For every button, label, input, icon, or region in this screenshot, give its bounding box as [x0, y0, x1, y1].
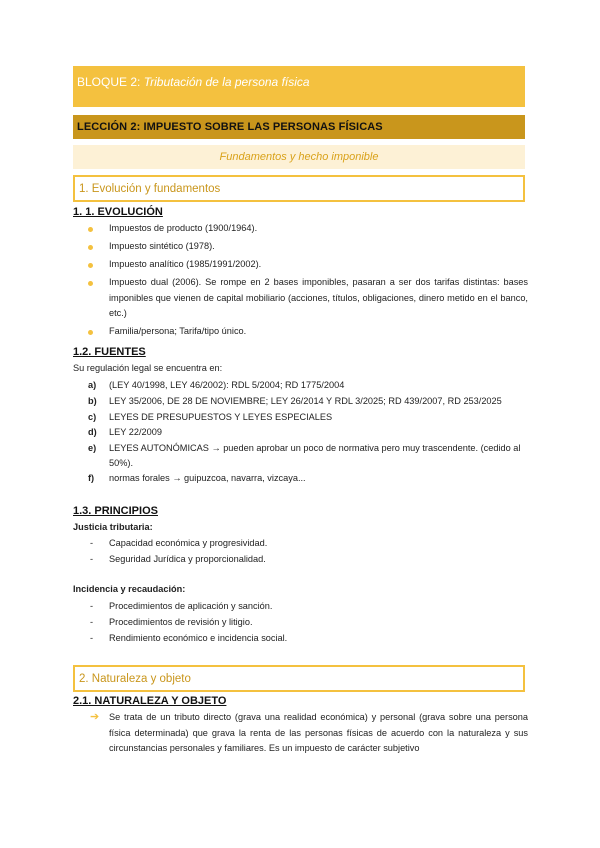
list-item: a) (LEY 40/1998, LEY 46/2002): RDL 5/2004; RD 1775/2004 — [88, 380, 345, 390]
leccion-title: LECCIÓN 2: IMPUESTO SOBRE LAS PERSONAS FÍSICAS — [73, 115, 525, 139]
naturaleza-paragraph: ➔ Se trata de un tributo directo (grava una realidad económica) y personal (grava sobre una persona física determinada) que grava la renta de las personas físicas de acuerdo con la naturaleza y sus circunstancias personales y familiares. Es un impuesto de carácter subjetivo — [90, 711, 528, 753]
bloque-label: BLOQUE 2: — [77, 75, 141, 89]
justicia-list — [88, 536, 528, 568]
incidencia-list — [88, 599, 528, 646]
list-item: Impuestos de producto (1900/1964). — [88, 221, 528, 237]
heading-principios: 1.3. PRINCIPIOS — [73, 505, 158, 517]
bloque-banner — [73, 66, 525, 107]
heading-evolucion: 1. 1. EVOLUCIÓN — [73, 206, 163, 218]
fuentes-list — [88, 378, 528, 487]
list-item: b) LEY 35/2006, DE 28 DE NOVIEMBRE; LEY 26/2014 Y RDL 3/2025; RD 439/2007, RD 253/2025 — [88, 395, 502, 406]
list-item: - Seguridad Jurídica y proporcionalidad. — [90, 553, 266, 564]
incidencia-label: Incidencia y recaudación: — [73, 584, 186, 594]
list-item: Familia/persona; Tarifa/tipo único. — [88, 324, 528, 340]
list-item: e) LEYES AUTONÓMICAS → pueden aprobar un poco de normativa pero muy trascendente. (cedido al 50%). — [88, 443, 521, 468]
section-heading-evolucion: 1. Evolución y fundamentos — [73, 175, 525, 202]
fundamentos-subtitle: Fundamentos y hecho imponible — [73, 145, 525, 169]
section-heading-naturaleza: 2. Naturaleza y objeto — [73, 665, 525, 692]
list-item: Impuesto dual (2006). Se rompe en 2 bases imponibles, pasaran a ser dos tarifas distintas: bases imponibles que vienen de capital mobiliario (acciones, títulos, obligaciones, dinero metido en el banco, etc.) — [88, 275, 528, 322]
bullet-icon — [88, 227, 93, 232]
bullet-icon — [88, 330, 93, 335]
arrow-right-icon: ➔ — [90, 711, 100, 723]
evolucion-list — [88, 221, 528, 342]
list-item: - Procedimientos de aplicación y sanción. — [90, 601, 273, 611]
bullet-icon — [88, 263, 93, 268]
heading-naturaleza: 2.1. NATURALEZA Y OBJETO — [73, 695, 227, 707]
list-item: - Rendimiento económico e incidencia social. — [90, 632, 288, 643]
bullet-icon — [88, 245, 93, 250]
heading-fuentes: 1.2. FUENTES — [73, 346, 146, 358]
bullet-icon — [88, 281, 93, 286]
list-item: - Procedimientos de revisión y litigio. — [90, 616, 253, 627]
list-item: - Capacidad económica y progresividad. — [90, 538, 268, 548]
list-item: Impuesto sintético (1978). — [88, 239, 528, 255]
list-item: Impuesto analítico (1985/1991/2002). — [88, 257, 528, 273]
list-item: c) LEYES DE PRESUPUESTOS Y LEYES ESPECIALES — [88, 411, 333, 422]
bloque-title: Tributación de la persona física — [143, 75, 310, 89]
list-item: f) normas forales → guipuzcoa, navarra, vizcaya... — [88, 473, 306, 484]
justicia-label: Justicia tributaria: — [73, 522, 153, 532]
list-item: d) LEY 22/2009 — [88, 427, 162, 438]
fuentes-intro: Su regulación legal se encuentra en: — [73, 363, 223, 373]
